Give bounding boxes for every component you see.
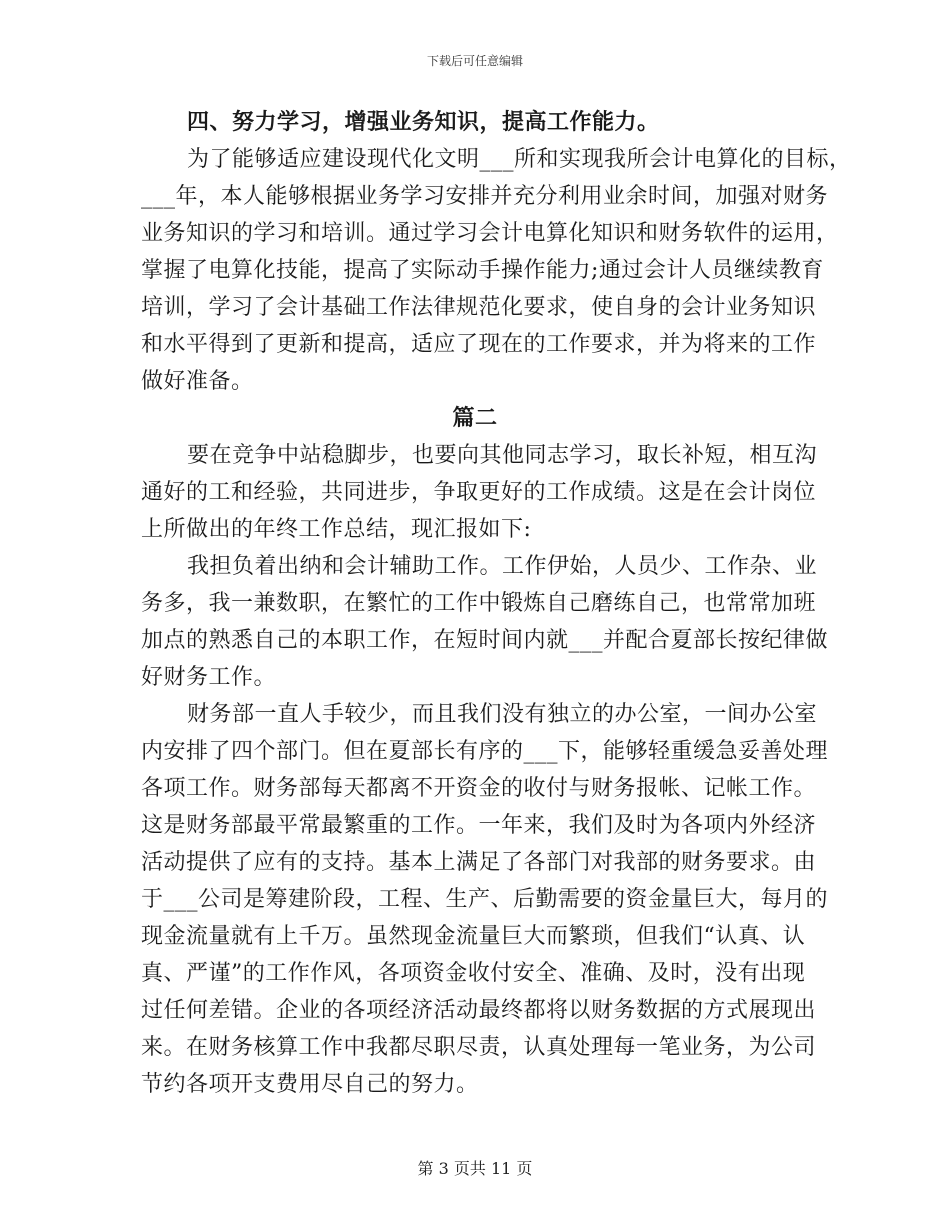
paragraph-line: 这是财务部最平常最繁重的工作。一年来，我们及时为各项内外经济 <box>141 813 817 838</box>
paragraph-line: 业务知识的学习和培训。通过学习会计电算化知识和财务软件的运用， <box>141 221 839 246</box>
paragraph-line: 上所做出的年终工作总结，现汇报如下: <box>141 517 532 542</box>
page-header: 下载后可任意编辑 <box>426 54 523 68</box>
document-body <box>141 104 852 1103</box>
paragraph-line: 财务部一直人手较少，而且我们没有独立的办公室，一间办公室 <box>187 702 818 727</box>
paragraph-line: 于___公司是筹建阶段，工程、生产、后勤需要的资金量巨大，每月的 <box>141 887 829 912</box>
paragraph-line: 务多，我一兼数职，在繁忙的工作中锻炼自己磨练自己，也常常加班 <box>141 591 817 616</box>
paragraph-line: 做好准备。 <box>141 369 254 394</box>
paragraph-line: 好财务工作。 <box>141 665 277 690</box>
paragraph-line: 活动提供了应有的支持。基本上满足了各部门对我部的财务要求。由 <box>141 850 817 875</box>
paragraph-line: 培训，学习了会计基础工作法律规范化要求，使自身的会计业务知识 <box>141 295 817 320</box>
paragraph-line: ___年，本人能够根据业务学习安排并充分利用业余时间，加强对财务 <box>141 184 829 209</box>
paragraph-line: 各项工作。财务部每天都离不开资金的收付与财务报帐、记帐工作。 <box>141 776 817 801</box>
paragraph-line: 要在竞争中站稳脚步，也要向其他同志学习，取长补短，相互沟 <box>187 443 818 468</box>
paragraph-line: 和水平得到了更新和提高，适应了现在的工作要求，并为将来的工作 <box>141 332 817 357</box>
paragraph-line: 掌握了电算化技能，提高了实际动手操作能力;通过会计人员继续教育 <box>141 258 824 283</box>
paragraph-line: 过任何差错。企业的各项经济活动最终都将以财务数据的方式展现出 <box>141 998 817 1023</box>
page-footer: 第 3 页共 11 页 <box>417 1159 533 1178</box>
section-heading: 四、努力学习，增强业务知识，提高工作能力。 <box>187 109 660 135</box>
paragraph-line: 真、严谨”的工作作风，各项资金收付安全、准确、及时，没有出现 <box>141 961 806 986</box>
paragraph-line: 我担负着出纳和会计辅助工作。工作伊始，人员少、工作杂、业 <box>187 554 818 579</box>
paragraph-line: 来。在财务核算工作中我都尽职尽责，认真处理每一笔业务，为公司 <box>141 1035 817 1060</box>
paragraph-line: 加点的熟悉自己的本职工作，在短时间内就___并配合夏部长按纪律做 <box>141 628 829 653</box>
paragraph-line: 现金流量就有上千万。虽然现金流量巨大而繁琐，但我们“认真、认 <box>141 924 806 949</box>
paragraph-line: 节约各项开支费用尽自己的努力。 <box>141 1072 479 1097</box>
paragraph-line: 为了能够适应建设现代化文明___所和实现我所会计电算化的目标， <box>187 147 852 172</box>
part-title: 篇二 <box>452 405 498 431</box>
paragraph-line: 内安排了四个部门。但在夏部长有序的___下，能够轻重缓急妥善处理 <box>141 739 829 764</box>
paragraph-line: 通好的工和经验，共同进步，争取更好的工作成绩。这是在会计岗位 <box>141 480 817 505</box>
